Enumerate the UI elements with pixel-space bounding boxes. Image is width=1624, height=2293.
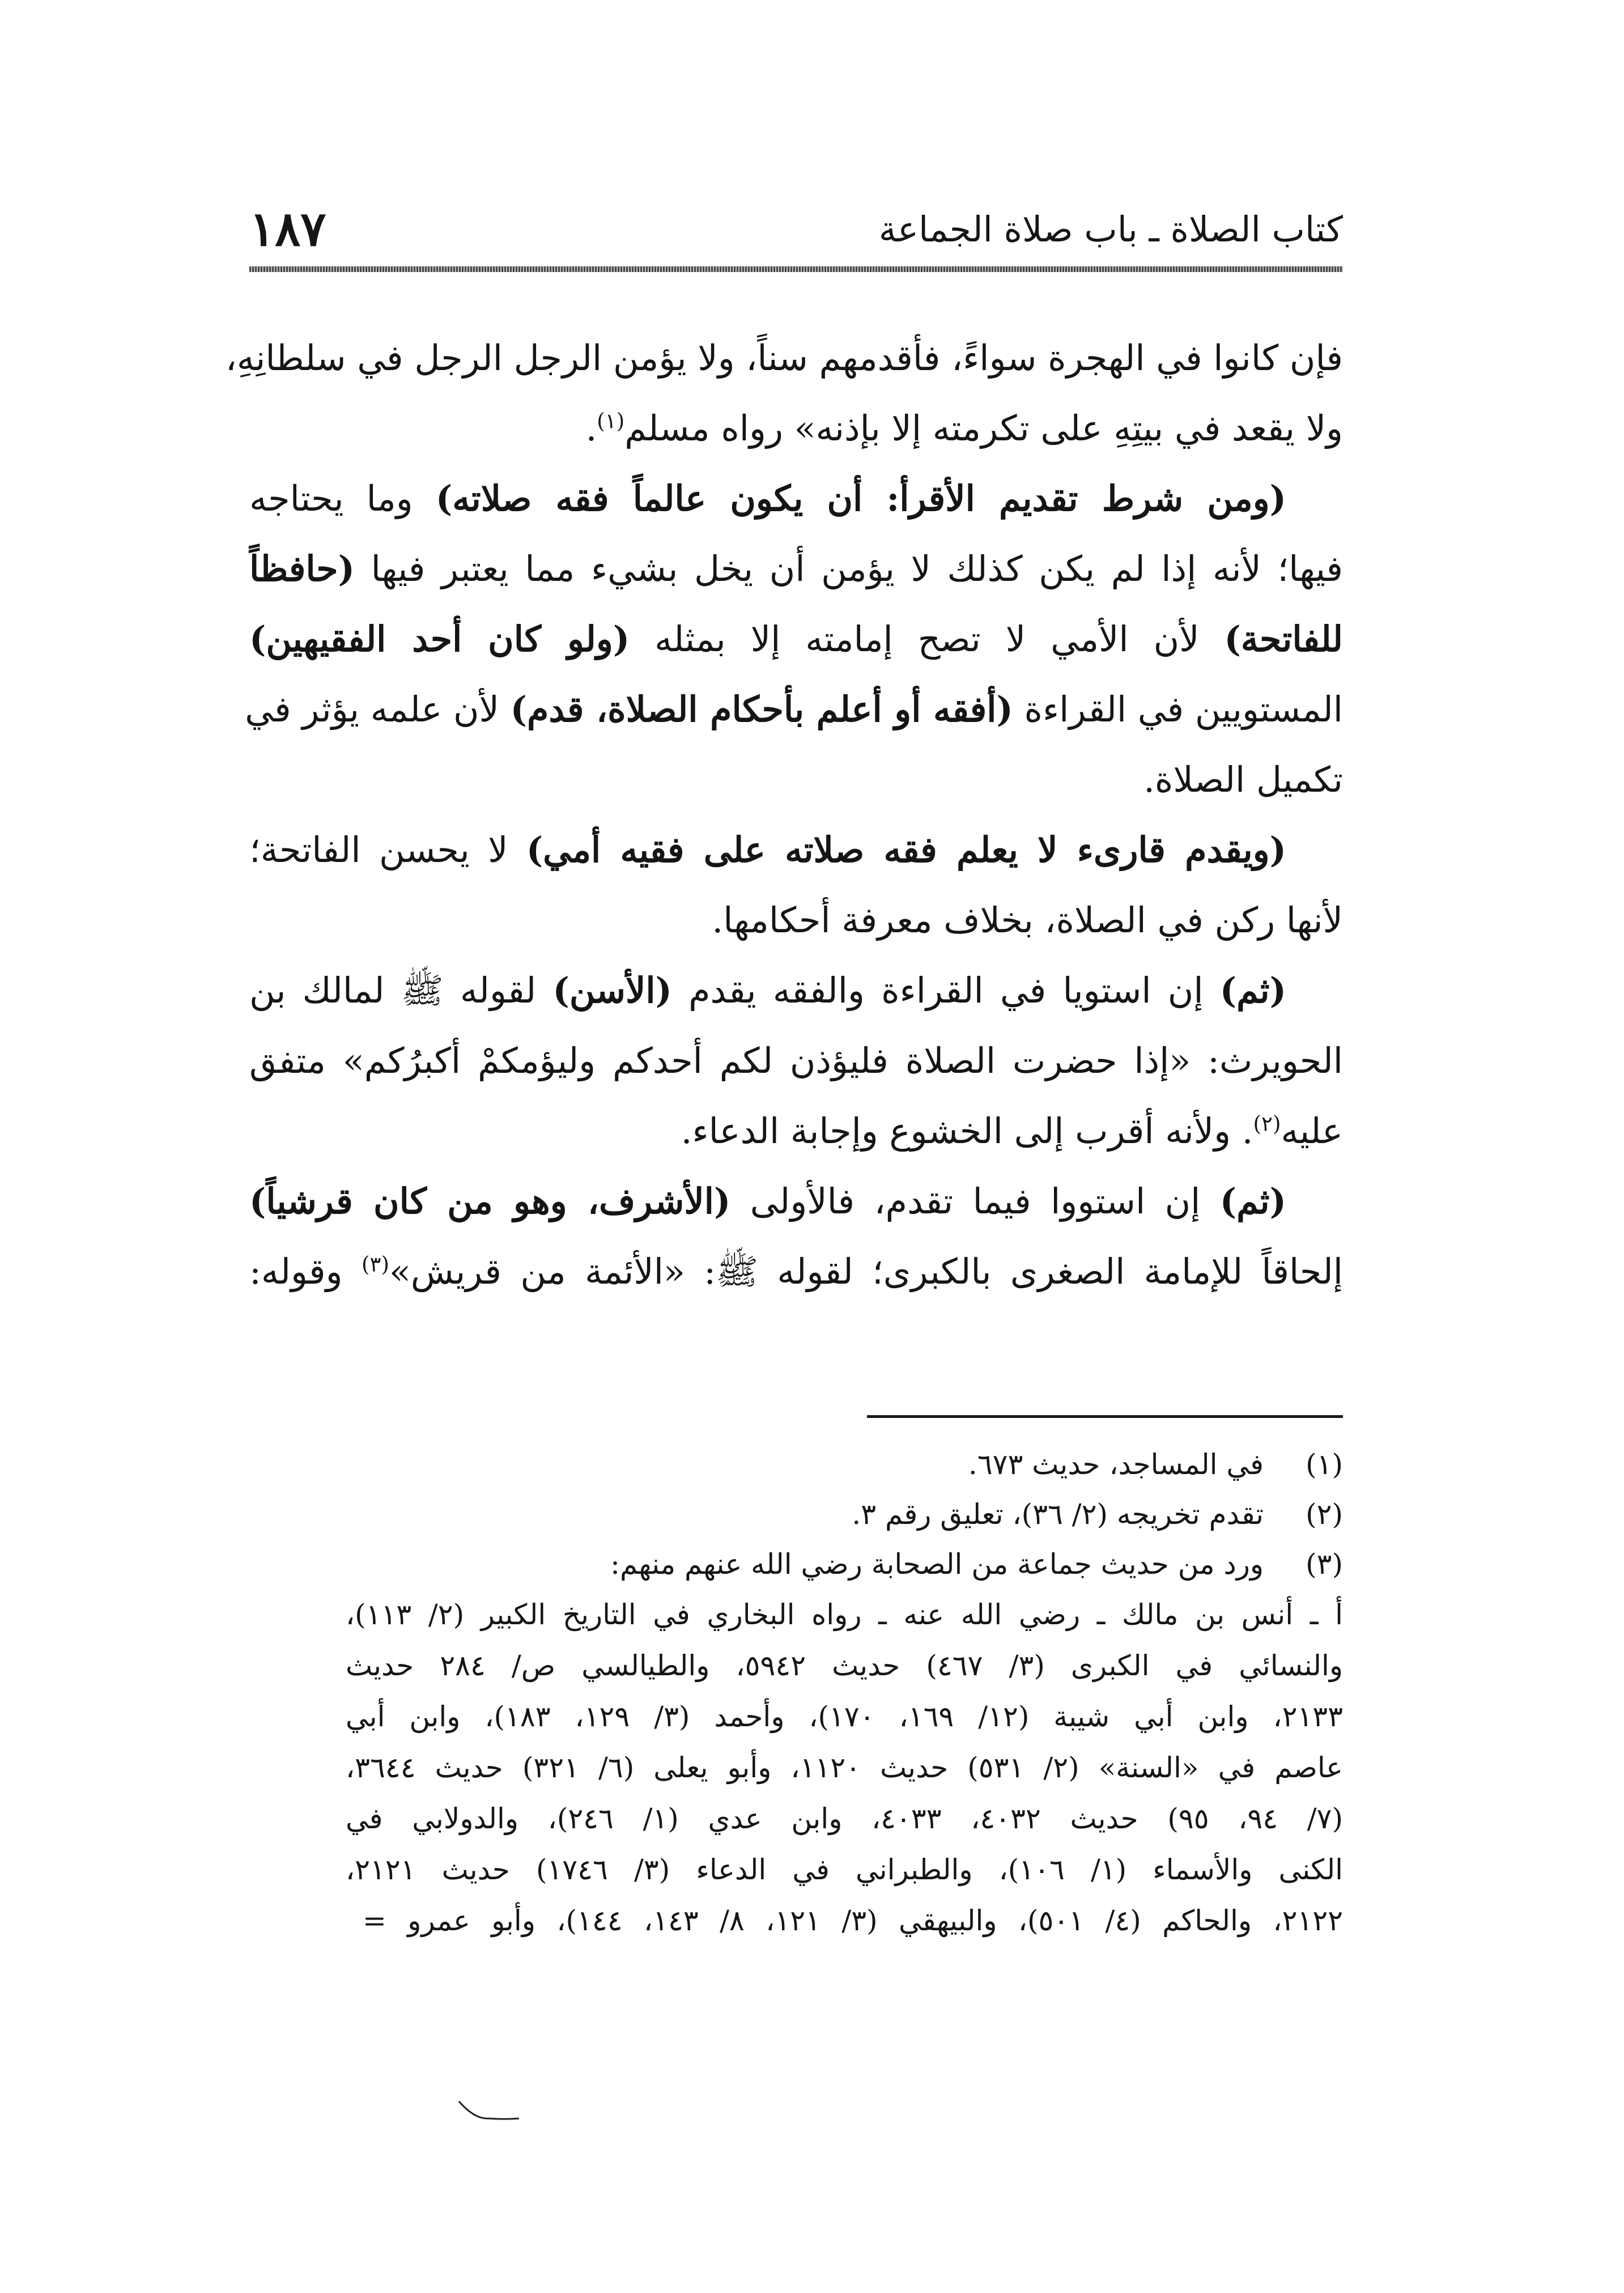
matn-text: (الأسن): [552, 970, 672, 1011]
text-line: [249, 393, 1343, 464]
text-line: [225, 323, 1343, 393]
text-line: [249, 956, 1343, 1026]
commentary-text: الحويرث: «إذا حضرت الصلاة فليؤذن لكم أحدكم وليؤمكمْ أكبرُكم» متفق: [249, 1040, 1343, 1081]
commentary-text: إلحاقاً للإمامة الصغرى بالكبرى؛ لقوله ﷺ: «الأئمة من قريش»: [389, 1251, 1343, 1292]
footnote-1: [244, 1440, 1343, 1489]
commentary-text: لأنها ركن في الصلاة، بخلاف معرفة أحكامها.: [712, 899, 1343, 941]
commentary-text: عليه: [1281, 1110, 1343, 1152]
commentary-text: وقوله:: [249, 1251, 362, 1292]
commentary-text: . ولأنه أقرب إلى الخشوع وإجابة الدعاء.: [681, 1110, 1253, 1152]
footnote-2: [244, 1489, 1343, 1539]
commentary-text: لأن الأمي لا تصح إمامته إلا بمثله: [630, 618, 1225, 660]
footnotes: [244, 1440, 1344, 1937]
text-line: [249, 534, 1343, 604]
main-text: [225, 323, 1343, 1307]
page-number: ١٨٧: [249, 201, 326, 257]
footnote-text: ورد من حديث جماعة من الصحابة رضي الله عنهم منهم:: [610, 1548, 1264, 1581]
footnote-line: (٧/ ٩٤، ٩٥) حديث ٤٠٣٢، ٤٠٣٣، وابن عدي (١/ ٢٤٦)، والدولابي في: [346, 1802, 1343, 1835]
matn-text: (الأشرف، وهو من كان قرشياً): [249, 1181, 731, 1222]
matn-text: (ويقدم قارىء لا يعلم فقه صلاته على فقيه أمي): [526, 829, 1286, 871]
footnote-3-details: [346, 1589, 1343, 1946]
text-line: [249, 815, 1343, 885]
commentary-text: وما يحتاجه: [249, 478, 436, 519]
text-line: [249, 464, 1343, 534]
text-line: [249, 1166, 1343, 1237]
header-divider: [249, 266, 1343, 272]
footnote-reference: (٢): [1253, 1111, 1281, 1136]
matn-text: (ثم): [1219, 1181, 1286, 1222]
footnote-divider: [867, 1415, 1343, 1418]
text-line: [245, 674, 1343, 745]
matn-text: (حافظاً: [249, 548, 355, 589]
text-line: [249, 1237, 1343, 1307]
footnote-number: (١): [1306, 1448, 1343, 1481]
commentary-text: لا يحسن الفاتحة؛: [249, 829, 526, 871]
footnote-text: تقدم تخريجه (٢/ ٣٦)، تعليق رقم ٣.: [852, 1498, 1264, 1531]
matn-text: (ولو كان أحد الفقيهين): [249, 618, 630, 660]
footnote-line: ٢١٢٢، والحاكم (٤/ ٥٠١)، والبيهقي (٣/ ١٢١، ٨/ ١٤٣، ١٤٤)، وأبو عمرو =: [363, 1904, 1343, 1937]
footnote-3: [244, 1539, 1343, 1589]
footnote-line: عاصم في «السنة» (٢/ ٥٣١) حديث ١١٢٠، وأبو يعلى (٦/ ٣٢١) حديث ٣٦٤٤،: [346, 1751, 1343, 1784]
footnote-reference: (١): [597, 408, 625, 434]
footnote-reference: (٣): [361, 1251, 389, 1277]
commentary-text: فيها؛ لأنه إذا لم يكن كذلك لا يؤمن أن يخل بشيء مما يعتبر فيها: [354, 548, 1343, 589]
text-line: [249, 745, 1343, 815]
footnote-number: (٢): [1306, 1498, 1343, 1531]
matn-text: (ثم): [1219, 970, 1286, 1011]
matn-text: (أفقه أو أعلم بأحكام الصلاة، قدم): [510, 689, 1013, 730]
commentary-text: لقوله ﷺ لمالك بن: [249, 970, 553, 1011]
chapter-title: كتاب الصلاة ـ باب صلاة الجماعة: [878, 209, 1343, 250]
matn-text: (ومن شرط تقديم الأقرأ: أن يكون عالماً فقه صلاته): [435, 478, 1286, 519]
commentary-text: فإن كانوا في الهجرة سواءً، فأقدمهم سناً، ولا يؤمن الرجل الرجل في سلطانِهِ،: [225, 337, 1343, 379]
commentary-text: إن استووا فيما تقدم، فالأولى: [730, 1181, 1220, 1222]
footnote-line: الكنى والأسماء (١/ ١٠٦)، والطبراني في الدعاء (٣/ ١٧٤٦) حديث ٢١٢١،: [346, 1853, 1343, 1886]
footnote-line: ٢١٣٣، وابن أبي شيبة (١٢/ ١٦٩، ١٧٠)، وأحمد (٣/ ١٢٩، ١٨٣)، وابن أبي: [346, 1700, 1344, 1733]
commentary-text: لأن علمه يؤثر في: [245, 689, 511, 730]
text-line: [249, 1096, 1343, 1166]
matn-text: للفاتحة): [1224, 618, 1343, 660]
footnote-text: في المساجد، حديث ٦٧٣.: [968, 1448, 1264, 1481]
continuation-mark: [458, 2099, 520, 2122]
commentary-text: .: [585, 407, 597, 449]
footnote-number: (٣): [1306, 1548, 1343, 1581]
text-line: [249, 604, 1343, 674]
commentary-text: ولا يقعد في بيتِهِ على تكرمته إلا بإذنه» رواه مسلم: [624, 407, 1343, 449]
commentary-text: المستويين في القراءة: [1013, 689, 1343, 730]
text-line: [249, 1026, 1343, 1096]
footnote-line: والنسائي في الكبرى (٣/ ٤٦٧) حديث ٥٩٤٢، والطيالسي ص/ ٢٨٤ حديث: [346, 1649, 1344, 1682]
commentary-text: إن استويا في القراءة والفقه يقدم: [671, 970, 1220, 1011]
running-header: [249, 201, 1343, 264]
text-line: [249, 885, 1343, 956]
footnote-line: أ ـ أنس بن مالك ـ رضي الله عنه ـ رواه البخاري في التاريخ الكبير (٢/ ١١٣)،: [346, 1598, 1343, 1631]
commentary-text: تكميل الصلاة.: [1143, 759, 1343, 800]
